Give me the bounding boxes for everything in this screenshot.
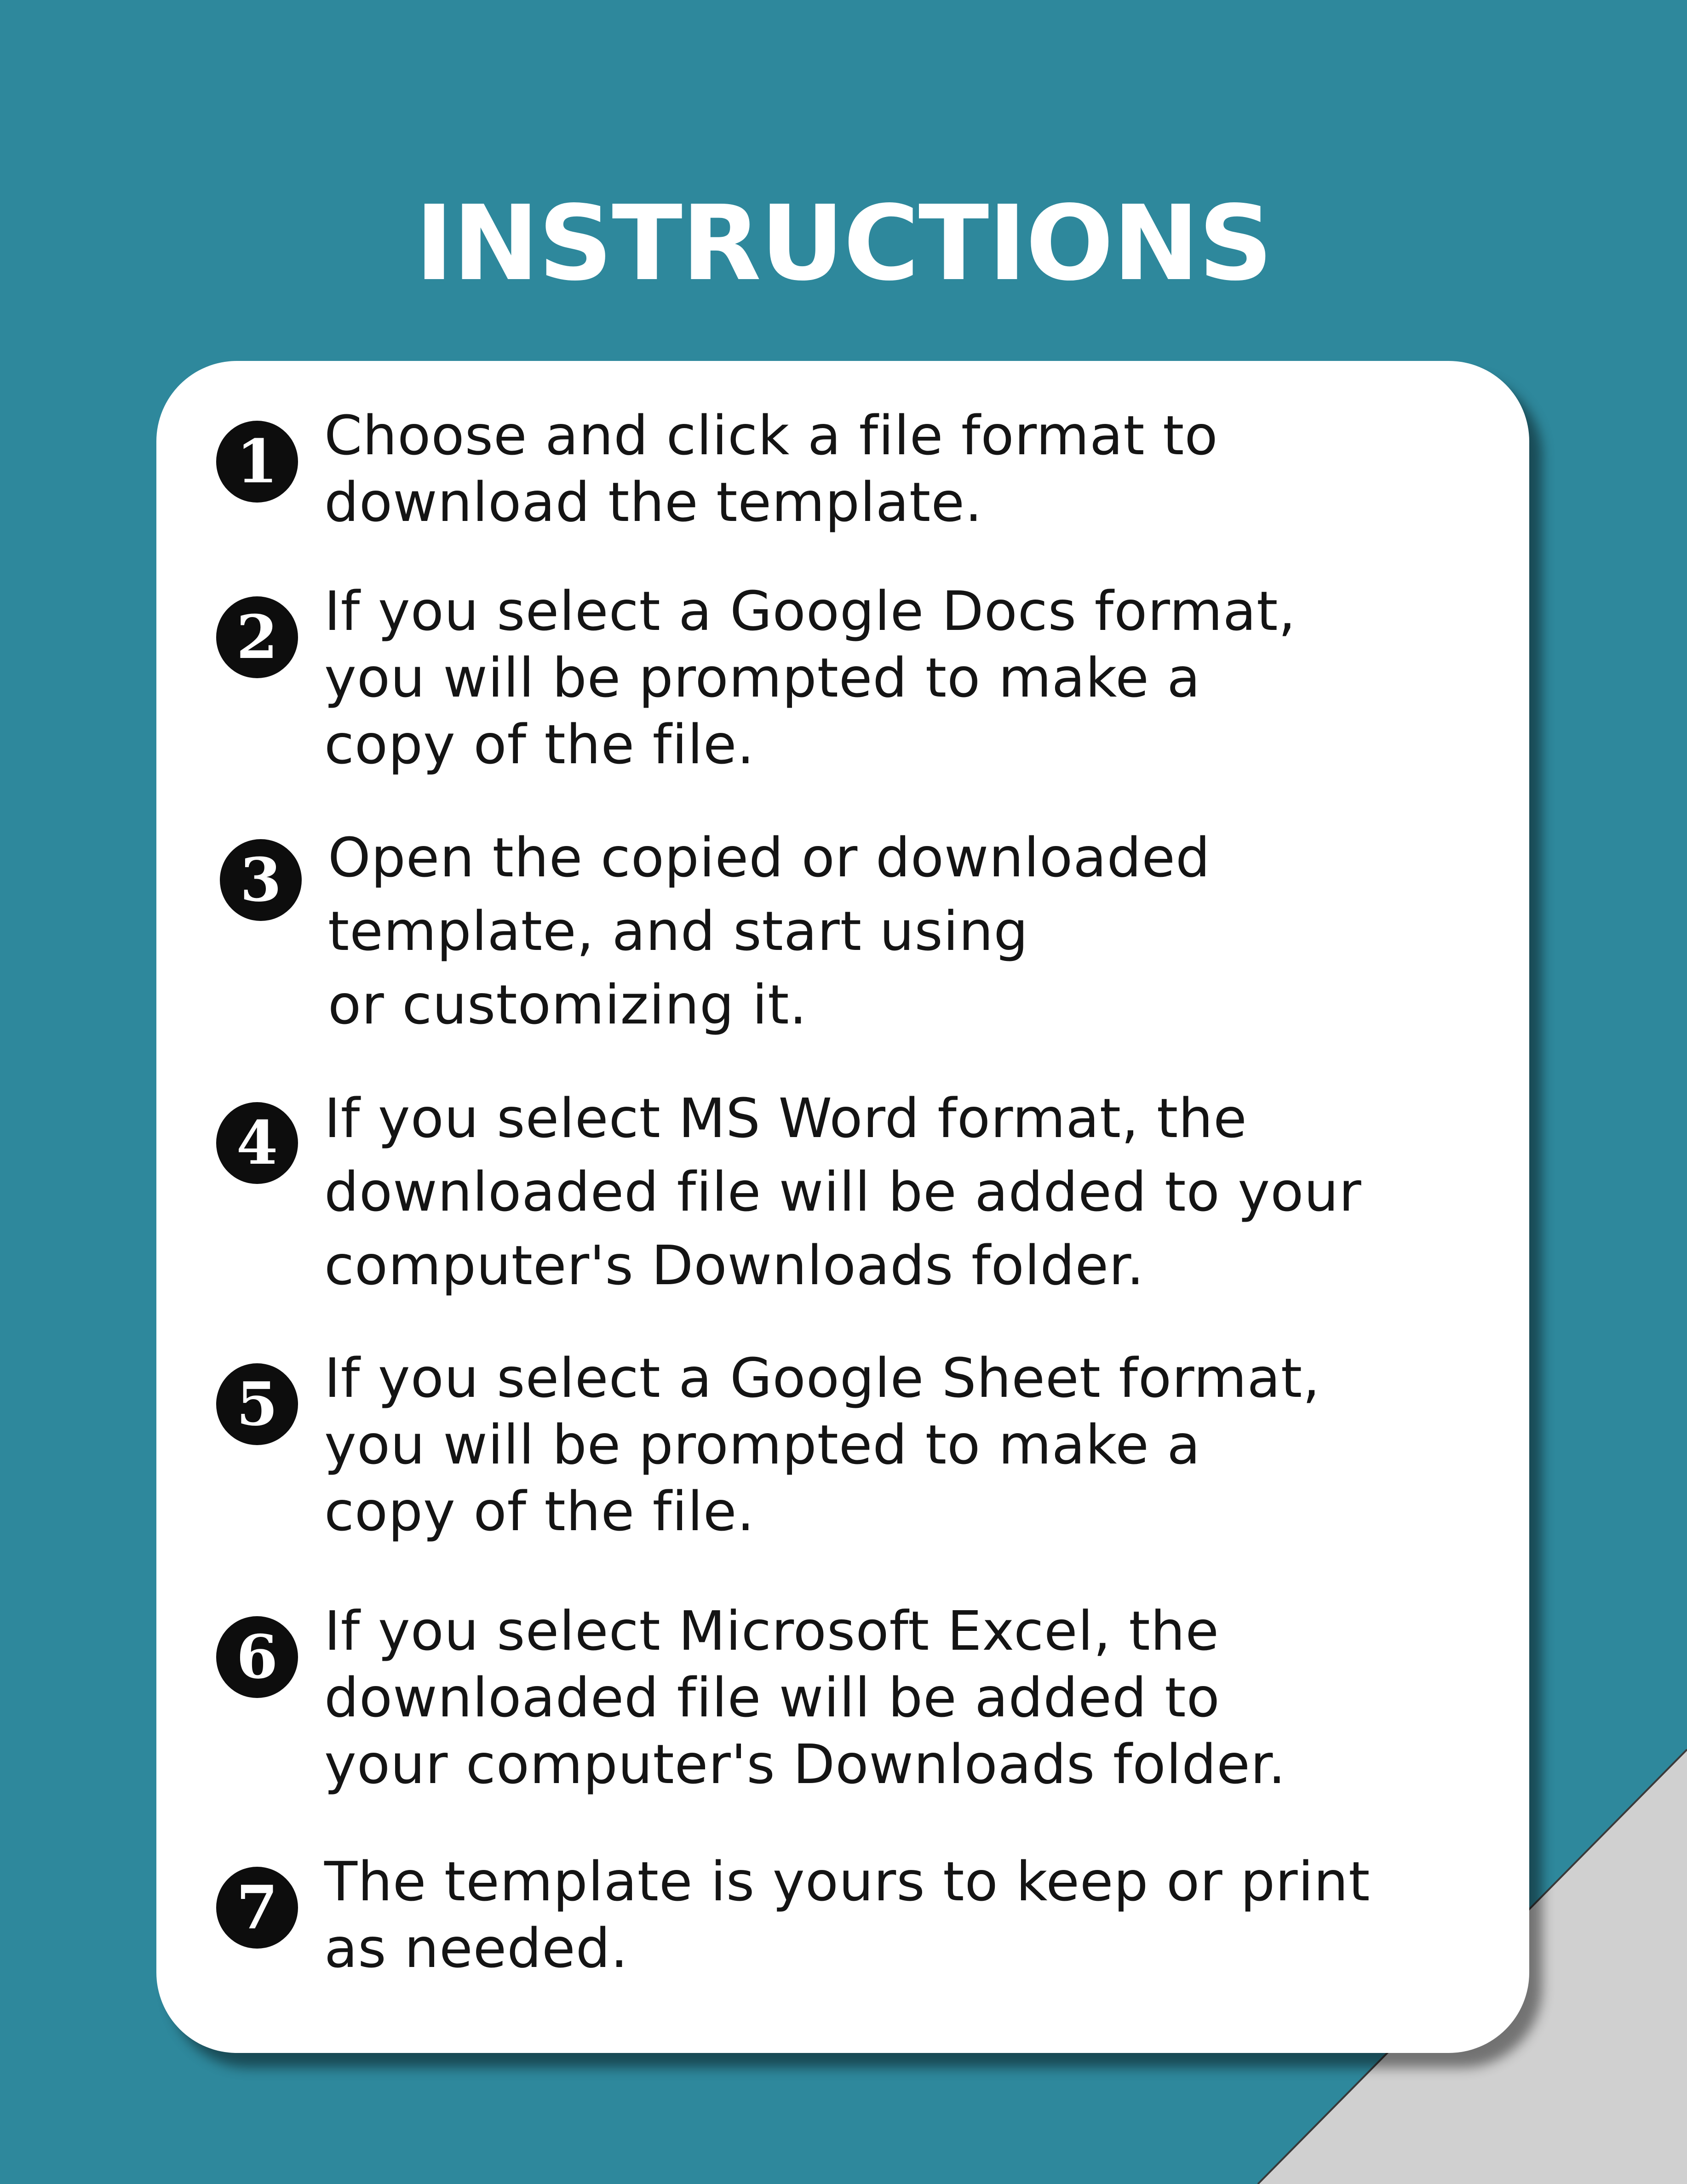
- instructions-card: [156, 361, 1529, 2053]
- step-3-text: Open the copied or downloaded template, and start using or customizing it.: [328, 826, 1211, 1036]
- step-6-number-badge: 6: [216, 1616, 298, 1698]
- step-4-text: If you select MS Word format, the downloaded file will be added to your computer's Downloads folder.: [324, 1086, 1362, 1297]
- step-2-number-badge: 2: [216, 596, 298, 678]
- step-1-text: Choose and click a file format to download the template.: [324, 404, 1218, 534]
- step-7-text: The template is yours to keep or print as needed.: [324, 1850, 1371, 1980]
- step-2-text: If you select a Google Docs format, you will be prompted to make a copy of the file.: [324, 579, 1296, 776]
- step-1-number-badge: 1: [216, 421, 298, 503]
- step-5-text: If you select a Google Sheet format, you will be prompted to make a copy of the file.: [324, 1346, 1320, 1543]
- step-3-number-badge: 3: [220, 839, 302, 921]
- step-6-text: If you select Microsoft Excel, the downloaded file will be added to your computer's Downloads folder.: [324, 1599, 1286, 1796]
- step-7-number-badge: 7: [216, 1867, 298, 1949]
- step-4-number-badge: 4: [216, 1102, 298, 1184]
- page-title: INSTRUCTIONS: [415, 183, 1272, 304]
- step-5-number-badge: 5: [216, 1363, 298, 1445]
